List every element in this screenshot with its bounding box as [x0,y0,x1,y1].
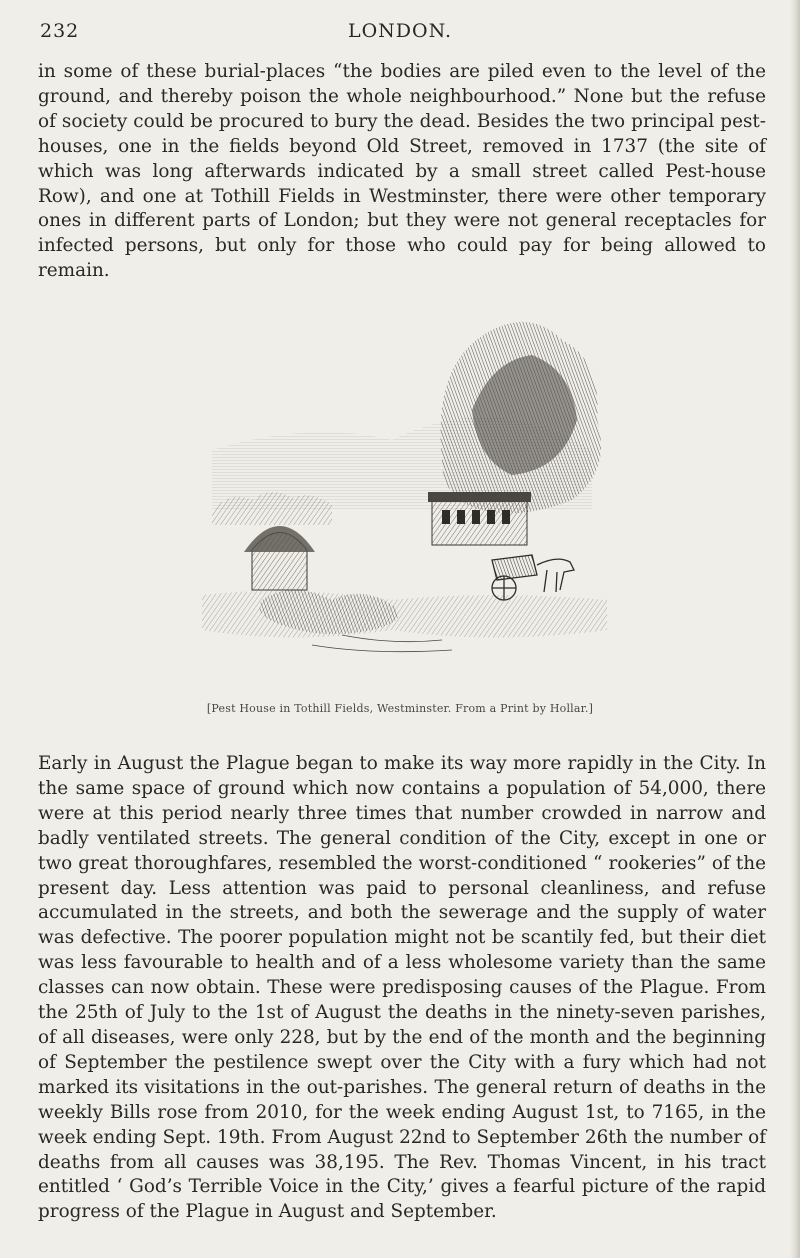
pest-house-engraving [192,300,616,680]
pest-house-roof [428,492,531,502]
page-number: 232 [40,20,80,42]
foreground-grass [312,635,452,652]
page-edge-shadow [790,0,800,1258]
paragraph-plague-august: Early in August the Plague began to make its way more rapidly in the City. In the same space of ground which now contains a population of 54,000, there were at this period nearly three times that number crowded in narrow and badly ventilated streets. The general condition of the City, except in one or two great thoroughfares, resembled the worst-conditioned “ rookeries” of the present day. Less attention was paid to personal cleanliness, and refuse accumulated in the streets, and both the sewerage and the supply of water was defective. The poorer population might not be scantily fed, but their diet was less favourable to health and of a less wholesome variety than the same classes can now obtain. These were predisposing causes of the Plague. From the 25th of July to the 1st of August the deaths in the ninety-seven parishes, of all diseases, were only 228, but by the end of the month and the beginning of September the pestilence swept over the City with a fury which had not marked its visitations in the out-parishes. The general return of deaths in the weekly Bills rose from 2010, for the week ending August 1st, to 7165, in the week ending Sept. 19th. From August 22nd to September 26th the number of deaths from all causes was 38,195. The Rev. Thomas Vincent, in his tract entitled ‘ God’s Terrible Voice in the City,’ gives a fearful picture of the rapid progress of the Plague in August and September. [38,753,766,1223]
hut-roof [244,526,315,552]
running-head: LONDON. [347,20,453,42]
paragraph-burial-places: in some of these burial-places “the bodies are piled even to the level of the ground, and thereby poison the whole neighbourhood.” None but the refuse of society could be procured to bury the dead. Besides the two principal pest-houses, one in the fields beyond Old Street, removed in 1737 (the site of which was long afterwards indicated by a small street called Pest-house Row), and one at Tothill Fields in Westminster, there were other temporary ones in different parts of London; but they were not general receptacles for infected persons, but only for those who could pay for being allowed to remain. [38,61,766,282]
horse-cart [492,555,574,600]
figure-caption: [Pest House in Tothill Fields, Westminster. From a Print by Hollar.] [206,702,594,715]
page-header [0,20,800,48]
